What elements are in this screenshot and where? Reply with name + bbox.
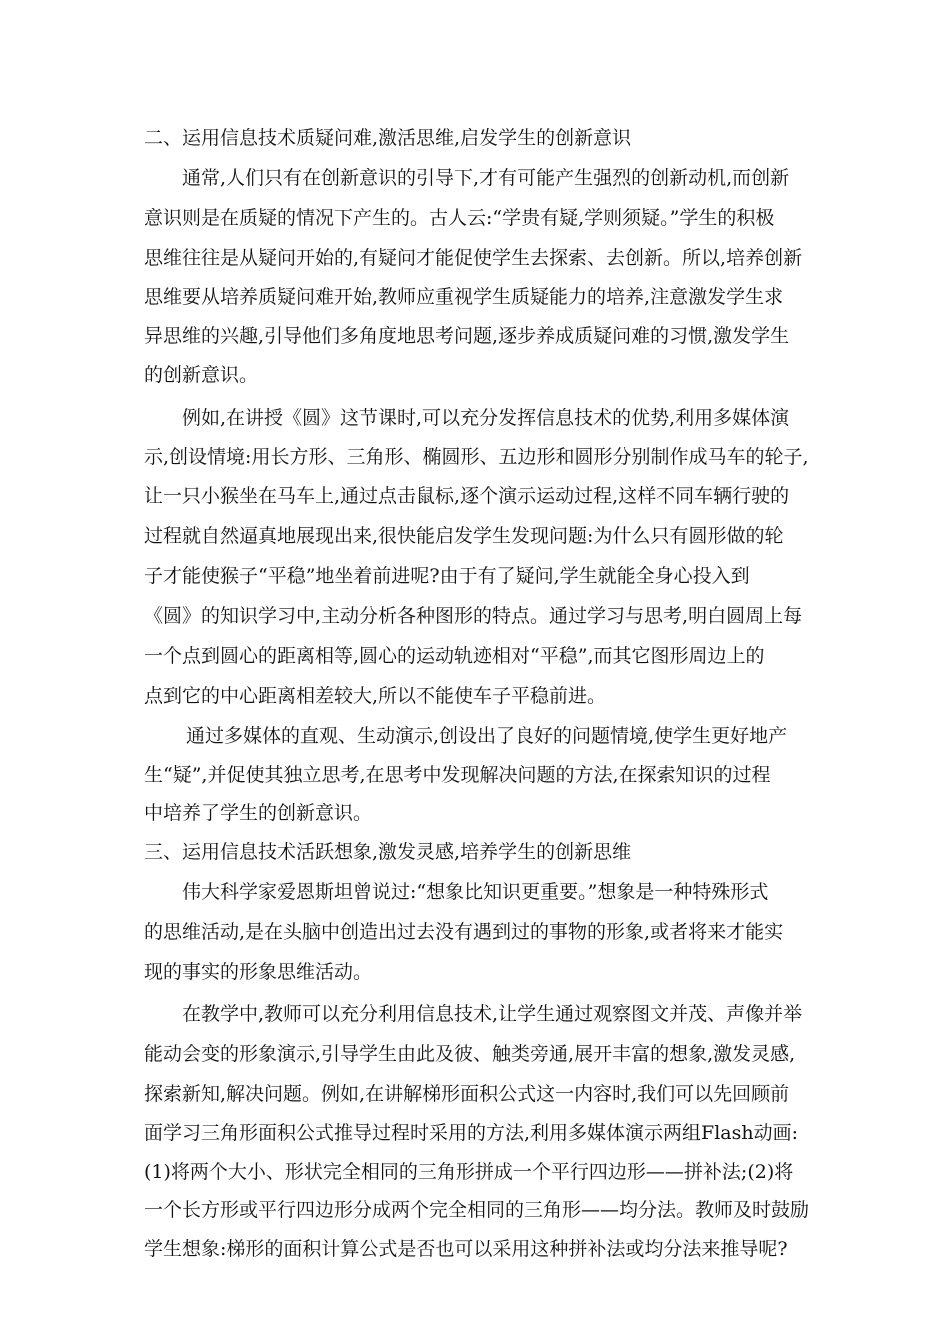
- paragraph-line: 中培养了学生的创新意识。: [144, 802, 373, 824]
- paragraph-line: 面学习三角形面积公式推导过程时采用的方法,利用多媒体演示两组Flash动画:: [144, 1122, 799, 1144]
- paragraph-line: 生“疑”,并促使其独立思考,在思考中发现解决问题的方法,在探索知识的过程: [144, 764, 771, 786]
- paragraph-line: 现的事实的形象思维活动。: [144, 961, 373, 983]
- section-heading-3: 三、运用信息技术活跃想象,激发灵感,培养学生的创新思维: [144, 841, 632, 863]
- paragraph-line: 意识则是在质疑的情况下产生的。古人云:“学贵有疑,学则须疑。”学生的积极: [144, 207, 775, 229]
- paragraph-line: 子才能使猴子“平稳”地坐着前进呢?由于有了疑问,学生就能全身心投入到: [144, 565, 750, 587]
- paragraph-line: 能动会变的形象演示,引导学生由此及彼、触类旁通,展开丰富的想象,激发灵感,: [144, 1043, 796, 1065]
- paragraph-line: 思维往往是从疑问开始的,有疑问才能促使学生去探索、去创新。所以,培养创新: [144, 247, 803, 269]
- paragraph-line: 通过多媒体的直观、生动演示,创设出了良好的问题情境,使学生更好地产: [186, 725, 788, 747]
- paragraph-line: 学生想象:梯形的面积计算公式是否也可以采用这种拼补法或均分法来推导呢?: [144, 1238, 788, 1260]
- paragraph-line: 示,创设情境:用长方形、三角形、椭圆形、五边形和圆形分别制作成马车的轮子,: [144, 446, 809, 468]
- section-heading-2: 二、运用信息技术质疑问难,激活思维,启发学生的创新意识: [144, 127, 632, 149]
- paragraph-line: 一个点到圆心的距离相等,圆心的运动轨迹相对“平稳”,而其它图形周边上的: [144, 645, 765, 667]
- paragraph-line: 点到它的中心距离相差较大,所以不能使车子平稳前进。: [144, 685, 607, 707]
- paragraph-line: 让一只小猴坐在马车上,通过点击鼠标,逐个演示运动过程,这样不同车辆行驶的: [144, 485, 790, 507]
- paragraph-line: 的创新意识。: [144, 364, 259, 386]
- paragraph-line: 例如,在讲授《圆》这节课时,可以充分发挥信息技术的优势,利用多媒体演: [182, 407, 790, 429]
- paragraph-line: 通常,人们只有在创新意识的引导下,才有可能产生强烈的创新动机,而创新: [182, 167, 790, 189]
- paragraph-line: 一个长方形或平行四边形分成两个完全相同的三角形——均分法。教师及时鼓励: [144, 1199, 810, 1221]
- paragraph-line: 伟大科学家爱恩斯坦曾说过:“想象比知识更重要。”想象是一种特殊形式: [182, 881, 769, 903]
- paragraph-line: 探索新知,解决问题。例如,在讲解梯形面积公式这一内容时,我们可以先回顾前: [144, 1083, 790, 1105]
- paragraph-line: (1)将两个大小、形状完全相同的三角形拼成一个平行四边形——拼补法;(2)将: [144, 1161, 794, 1183]
- paragraph-line: 过程就自然逼真地展现出来,很快能启发学生发现问题:为什么只有圆形做的轮: [144, 525, 784, 547]
- paragraph-line: 在教学中,教师可以充分利用信息技术,让学生通过观察图文并茂、声像并举: [182, 1003, 803, 1025]
- paragraph-line: 《圆》的知识学习中,主动分析各种图形的特点。通过学习与思考,明白圆周上每: [144, 605, 803, 627]
- paragraph-line: 的思维活动,是在头脑中创造出过去没有遇到过的事物的形象,或者将来才能实: [144, 921, 784, 943]
- paragraph-line: 思维要从培养质疑问难开始,教师应重视学生质疑能力的培养,注意激发学生求: [144, 286, 784, 308]
- paragraph-line: 异思维的兴趣,引导他们多角度地思考问题,逐步养成质疑问难的习惯,激发学生: [144, 325, 790, 347]
